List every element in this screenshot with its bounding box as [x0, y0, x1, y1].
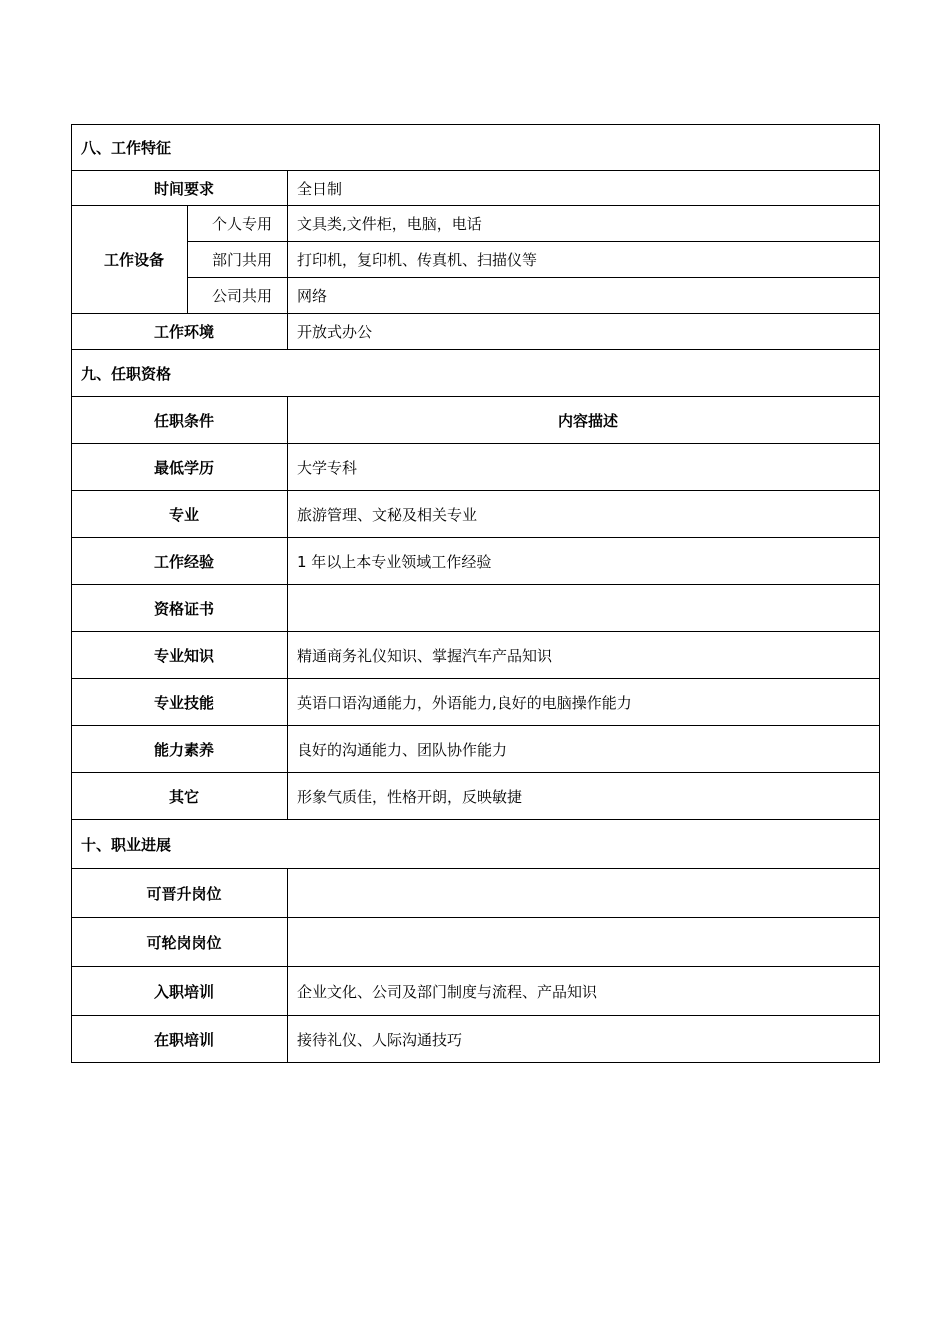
qualification-value: 良好的沟通能力、团队协作能力: [288, 726, 880, 773]
equipment-sub-label: 个人专用: [188, 206, 288, 242]
equipment-value: 打印机，复印机、传真机、扫描仪等: [288, 242, 880, 278]
condition-header: 任职条件: [72, 397, 288, 444]
qualification-label: 其它: [72, 773, 288, 820]
table-row: [72, 538, 880, 585]
job-description-table: [71, 124, 880, 1063]
table-row: [72, 585, 880, 632]
description-header: 内容描述: [288, 397, 880, 444]
qualification-value: 形象气质佳，性格开朗，反映敏捷: [288, 773, 880, 820]
career-label: 在职培训: [72, 1016, 288, 1063]
career-label: 入职培训: [72, 967, 288, 1016]
section-9-title: 九、任职资格: [72, 350, 880, 397]
qualification-value: [288, 585, 880, 632]
qualification-value: 1 年以上本专业领域工作经验: [288, 538, 880, 585]
table-row: [72, 491, 880, 538]
qualification-label: 能力素养: [72, 726, 288, 773]
section-8-title: 八、工作特征: [72, 125, 880, 171]
table-row: [72, 918, 880, 967]
section-title-row: [72, 125, 880, 171]
qualification-label: 专业知识: [72, 632, 288, 679]
table-row: [72, 444, 880, 491]
career-value: 企业文化、公司及部门制度与流程、产品知识: [288, 967, 880, 1016]
table-row: [72, 726, 880, 773]
table-row: [72, 773, 880, 820]
table-row: [72, 171, 880, 206]
career-value: [288, 869, 880, 918]
career-label: 可轮岗岗位: [72, 918, 288, 967]
equipment-sub-label: 部门共用: [188, 242, 288, 278]
qualification-label: 专业技能: [72, 679, 288, 726]
table-row: [72, 632, 880, 679]
career-value: 接待礼仪、人际沟通技巧: [288, 1016, 880, 1063]
table-row: [72, 314, 880, 350]
section-title-row: [72, 820, 880, 869]
table-row: [72, 869, 880, 918]
qualification-value: 英语口语沟通能力，外语能力,良好的电脑操作能力: [288, 679, 880, 726]
qualification-value: 精通商务礼仪知识、掌握汽车产品知识: [288, 632, 880, 679]
table-row: [72, 679, 880, 726]
table-row: [72, 278, 880, 314]
equipment-value: 网络: [288, 278, 880, 314]
table-row: [72, 1016, 880, 1063]
table-row: [72, 206, 880, 242]
qualification-label: 最低学历: [72, 444, 288, 491]
qualification-value: 旅游管理、文秘及相关专业: [288, 491, 880, 538]
section-10-title: 十、职业进展: [72, 820, 880, 869]
time-requirement-label: 时间要求: [72, 171, 288, 206]
table-header-row: [72, 397, 880, 444]
career-label: 可晋升岗位: [72, 869, 288, 918]
environment-label: 工作环境: [72, 314, 288, 350]
equipment-sub-label: 公司共用: [188, 278, 288, 314]
qualification-label: 专业: [72, 491, 288, 538]
qualification-label: 资格证书: [72, 585, 288, 632]
equipment-label: 工作设备: [72, 206, 188, 314]
environment-value: 开放式办公: [288, 314, 880, 350]
qualification-label: 工作经验: [72, 538, 288, 585]
qualification-value: 大学专科: [288, 444, 880, 491]
equipment-value: 文具类,文件柜，电脑，电话: [288, 206, 880, 242]
time-requirement-value: 全日制: [288, 171, 880, 206]
table-row: [72, 242, 880, 278]
section-title-row: [72, 350, 880, 397]
table-row: [72, 967, 880, 1016]
career-value: [288, 918, 880, 967]
